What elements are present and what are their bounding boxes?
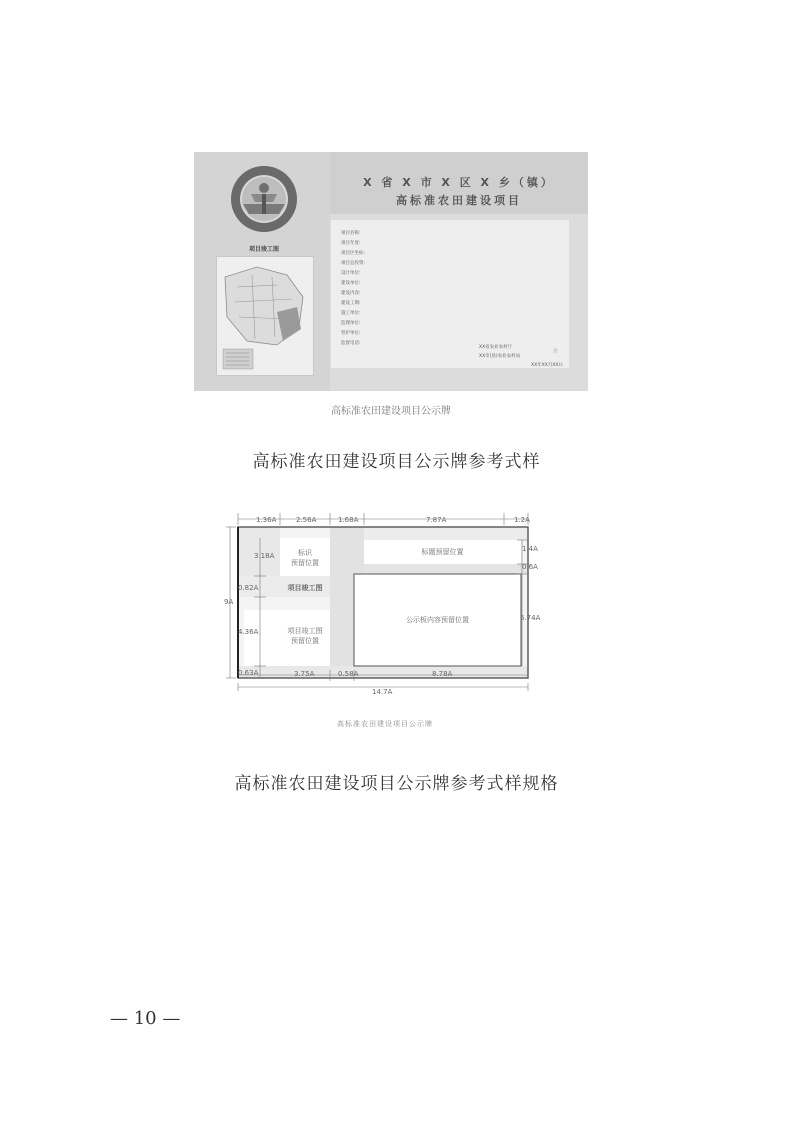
dim-left-2: 0.82A	[238, 584, 259, 592]
sign-footer-dept2: XX市(县)农业农村局	[479, 354, 521, 359]
sign-field: 监理单位:	[341, 321, 361, 326]
dimension-diagram	[224, 507, 546, 697]
title-area-label: 标题预留位置	[421, 548, 464, 556]
sign-field: 项目名称:	[341, 231, 361, 236]
map-title-label: 项目竣工图	[287, 584, 323, 592]
dim-top-1: 1.36A	[256, 516, 277, 524]
sign-field: 施工单位:	[341, 311, 361, 316]
sign-field: 监督电话:	[341, 341, 361, 346]
sign-field: 管护单位:	[341, 331, 361, 336]
sign-header-band	[330, 152, 588, 214]
reference-spec-title: 高标准农田建设项目公示牌参考式样规格	[234, 774, 559, 794]
dim-left-3: 4.36A	[238, 628, 259, 636]
sign-field: 项目年度:	[341, 241, 361, 246]
logo-area-label: 预留位置	[291, 559, 319, 567]
dim-left-1: 3.18A	[254, 552, 275, 560]
sign-field: 项目总投资:	[341, 261, 366, 266]
sign-field: 设计单位:	[341, 271, 361, 276]
project-map-image	[216, 256, 314, 376]
diagram-caption: 高标准农田建设项目公示牌	[337, 720, 433, 728]
sign-caption: 高标准农田建设项目公示牌	[331, 406, 451, 417]
dim-total-width: 14.7A	[372, 688, 393, 696]
sign-footer-date: XX年XX月XX日	[531, 363, 563, 368]
page-number: — 10 —	[110, 1008, 181, 1029]
sign-footer-mark: 立	[553, 349, 558, 354]
sign-title-line1: X 省 X 市 X 区 X 乡（镇）	[363, 176, 555, 189]
dim-bottom-1: 3.75A	[294, 670, 315, 678]
dim-top-3: 1.68A	[338, 516, 359, 524]
map-area-label: 项目竣工图	[287, 627, 323, 635]
dim-top-4: 7.87A	[426, 516, 447, 524]
sign-field: 建设内容:	[341, 291, 361, 296]
map-area-label: 预留位置	[291, 637, 319, 645]
dim-bottom-2: 0.58A	[338, 670, 359, 678]
reference-style-title: 高标准农田建设项目公示牌参考式样	[252, 452, 541, 472]
dim-bottom-3: 8.78A	[432, 670, 453, 678]
sign-field: 项目区坐标:	[341, 251, 366, 256]
dim-left-4: 0.63A	[238, 669, 259, 677]
sign-footer-dept1: XX省农业农村厅	[479, 345, 513, 350]
sign-title-line2: 高标准农田建设项目	[396, 194, 522, 207]
diagram-lines	[224, 507, 546, 697]
sign-photo	[194, 152, 588, 391]
sign-content-panel	[331, 220, 569, 368]
logo-area-label: 标识	[298, 549, 312, 557]
sign-map-label: 项目竣工图	[248, 246, 279, 253]
dim-right-2: 0.6A	[522, 563, 538, 571]
sign-field: 建设工期:	[341, 301, 361, 306]
content-area-label: 公示板内容预留位置	[406, 616, 469, 624]
dim-top-2: 2.56A	[296, 516, 317, 524]
dim-total-height: 9A	[224, 598, 234, 606]
dim-top-5: 1.2A	[514, 516, 530, 524]
farmland-logo-icon	[229, 164, 299, 234]
sign-field: 建设单位:	[341, 281, 361, 286]
dim-right-1: 1.4A	[522, 545, 538, 553]
dim-right-3: 5.74A	[520, 614, 541, 622]
